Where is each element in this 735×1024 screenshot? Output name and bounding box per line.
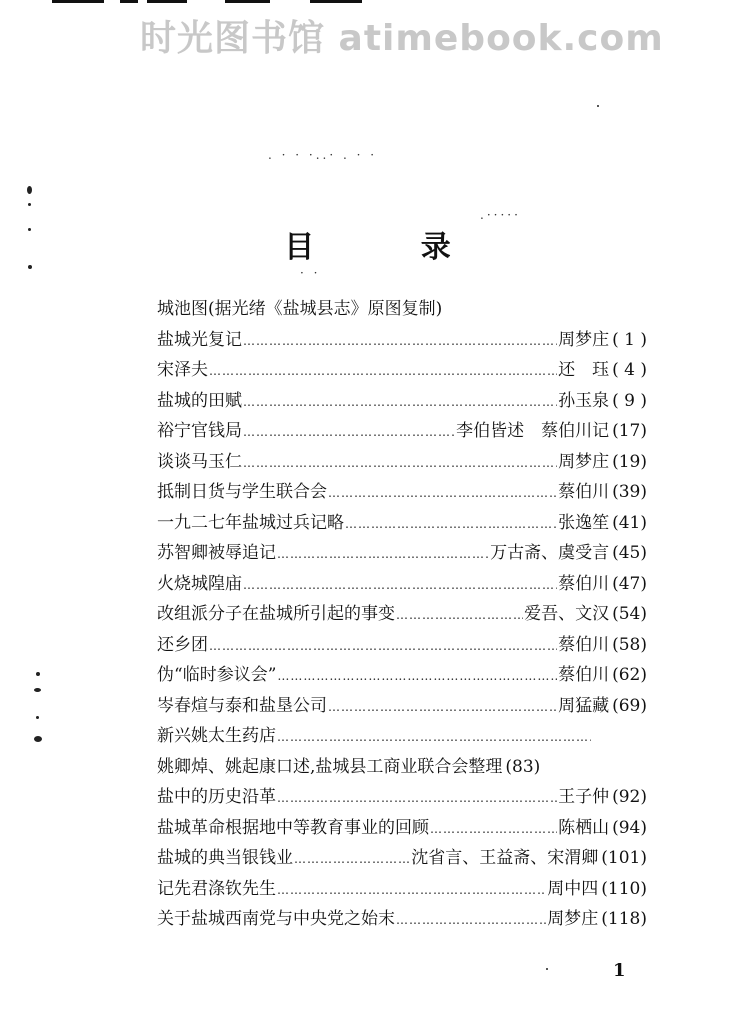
dot-leader [396,600,523,631]
toc-entry [157,782,647,813]
toc-entry-page: (83) [505,756,541,777]
dot-leader [328,478,557,509]
toc-entry-page: (58) [612,634,647,655]
toc-entry-title: 关于盐城西南党与中央党之始末 [157,909,395,929]
toc-entry [157,630,647,661]
toc-entry-author: 蔡伯川 [558,573,610,594]
toc-entry-author: 周梦庄 [558,451,610,472]
dot-leader [243,417,455,448]
toc-entry-page: (92) [612,787,647,807]
scan-speck [27,186,32,194]
toc-entry-author: 张逸笙 [558,512,610,533]
toc-entry [157,416,647,447]
scan-noise: · · [300,266,321,280]
toc-entry-page: ( 4 ) [612,360,647,380]
dot-leader [328,692,557,723]
table-of-contents [157,294,647,935]
top-rule [120,0,138,3]
toc-entry-page: (19) [612,451,647,472]
dot-leader [277,539,489,570]
toc-entry-author: 周猛藏 [558,695,610,716]
toc-entry-author: 爱吾、文汉 [524,604,610,624]
toc-entry-page: (17) [612,421,647,441]
dot-leader [209,356,557,387]
top-rule [225,0,270,3]
dot-leader [277,783,557,814]
toc-entry [157,294,647,325]
dot-leader [243,326,557,357]
scan-speck [36,716,39,719]
toc-entry [157,477,647,508]
toc-entry-author: 周梦庄 [558,329,610,350]
toc-entry [157,843,647,874]
toc-entry [157,355,647,386]
scan-speck [28,203,31,206]
toc-entry [157,325,647,356]
toc-entry-page: (69) [612,695,647,716]
toc-entry-title: 盐中的历史沿革 [157,787,276,807]
toc-entry [157,904,647,935]
toc-entry-author: 李伯皆述 蔡伯川记 [456,421,610,441]
toc-entry-page: (39) [612,482,647,502]
dot-leader [243,387,557,418]
toc-entry [157,599,647,630]
toc-entry-page: (101) [601,848,647,868]
toc-entry-page: (47) [612,573,647,594]
toc-entry-author: 周中四 [547,878,599,899]
scan-speck [34,688,41,692]
toc-entry-title: 一九二七年盐城过兵记略 [157,512,344,533]
toc-entry-page: (45) [612,543,647,563]
toc-entry [157,660,647,691]
scan-speck [36,672,40,676]
toc-entry-title: 伪“临时参议会” [157,665,277,685]
dot-leader [243,448,557,479]
toc-entry [157,508,647,539]
scan-speck [34,736,42,742]
toc-entry-title: 火烧城隍庙 [157,573,242,594]
toc-entry-page: (94) [612,817,647,838]
toc-entry-title: 抵制日货与学生联合会 [157,482,327,502]
toc-entry-title: 改组派分子在盐城所引起的事变 [157,604,395,624]
dot-leader [277,722,591,753]
top-rule [147,0,187,3]
dot-leader [209,631,557,662]
toc-entry-author: 王子仲 [558,787,610,807]
toc-entry-author: 蔡伯川 [558,634,610,655]
toc-entry-title: 盐城的典当银钱业 [157,848,293,868]
dot-leader [345,509,557,540]
toc-entry [157,691,647,722]
dot-leader [396,905,546,936]
toc-entry [157,752,647,783]
toc-entry [157,447,647,478]
toc-entry [157,538,647,569]
scan-speck [546,968,548,970]
top-rule [310,0,362,3]
watermark: 时光图书馆 atimebook.com [140,18,664,59]
dot-leader [294,844,410,875]
dot-leader [430,814,557,845]
toc-entry-page: (110) [601,878,647,899]
toc-entry-author: 蔡伯川 [558,665,610,685]
scan-noise: .····· [480,208,521,222]
toc-entry-page: ( 1 ) [612,329,647,350]
toc-entry-title: 新兴姚太生药店 [157,726,276,746]
toc-entry [157,386,647,417]
dot-leader [277,661,557,692]
toc-entry-title: 姚卿焯、姚起康口述,盐城县工商业联合会整理 [157,756,503,777]
toc-entry [157,721,647,752]
toc-entry [157,569,647,600]
toc-entry-title: 裕宁官钱局 [157,421,242,441]
toc-entry-page: ( 9 ) [612,390,647,411]
toc-entry-page: (62) [612,665,647,685]
toc-entry [157,874,647,905]
toc-entry-author: 周梦庄 [547,909,599,929]
page-number: 1 [613,960,626,981]
scan-speck [597,105,599,107]
dot-leader [243,570,557,601]
toc-entry-author: 万古斋、虞受言 [490,543,610,563]
page-title: 目 录 [284,230,499,265]
toc-entry-title: 岑春煊与泰和盐垦公司 [157,695,327,716]
toc-entry-title: 盐城的田赋 [157,390,242,411]
toc-entry-title: 城池图(据光绪《盐城县志》原图复制) [157,299,443,319]
toc-entry-title: 苏智卿被辱追记 [157,543,276,563]
toc-entry-title: 盐城革命根据地中等教育事业的回顾 [157,817,429,838]
toc-entry-author: 沈省言、王益斋、宋渭卿 [411,848,599,868]
toc-entry-author: 蔡伯川 [558,482,610,502]
toc-entry-title: 宋泽夫 [157,360,208,380]
toc-entry-title: 还乡团 [157,634,208,655]
toc-entry-page: (54) [612,604,647,624]
toc-entry [157,813,647,844]
toc-entry-author: 陈栖山 [558,817,610,838]
scan-noise: . · · ·..· . · · [268,148,378,162]
toc-entry-title: 谈谈马玉仁 [157,451,242,472]
toc-entry-page: (118) [601,909,647,929]
dot-leader [277,875,546,906]
toc-entry-title: 记先君涤钦先生 [157,878,276,899]
toc-entry-page: (41) [612,512,647,533]
toc-entry-author: 还 珏 [558,360,610,380]
toc-entry-author: 孙玉泉 [558,390,610,411]
top-rule [52,0,104,3]
toc-entry-title: 盐城光复记 [157,329,242,350]
